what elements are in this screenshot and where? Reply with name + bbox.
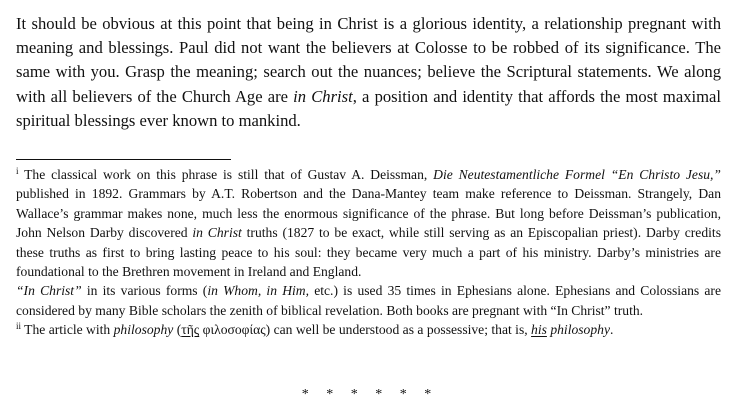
footnote-2-text-a: in its various forms (: [81, 283, 208, 299]
footnote-ii-end: .: [610, 322, 614, 338]
footnote-i: [16, 165, 721, 281]
footnote-ii-italic-philosophy: philosophy: [113, 322, 174, 338]
footnote-i-text-b: published in 1892. Grammars by A.T. Robertson and the Dana-Mantey team make reference to Deissman. Strangely, Dan Wallace’s grammar makes none, much less the enormous significance of the phrase. But long before Deissman’s publication, John Nelson Darby discovered: [16, 186, 721, 241]
main-text-end: , a position and identity that affords the most maximal spiritual blessings ever known to mankind.: [16, 86, 721, 130]
footnote-ii-text-a: The article with: [21, 322, 114, 338]
footnote-ii-text-c: ) can well be understood as a possessive; that is,: [265, 322, 532, 338]
footnote-2-italic-in-christ: “In Christ”: [16, 283, 82, 299]
footnote-i-text-a: The classical work on this phrase is still that of Gustav A. Deissman,: [18, 167, 434, 182]
footnote-separator: [16, 159, 231, 160]
footnote-paragraph-2: [16, 281, 721, 320]
footnote-ii-greek-word: φιλοσοφίας: [199, 322, 266, 338]
footnote-i-italic-in-christ: in Christ: [192, 225, 242, 241]
footnote-i-book-title: Die Neutestamentliche Formel “En Christo Jesu,”: [433, 167, 721, 182]
footnote-ii-his: his: [531, 322, 547, 338]
footnote-i-text-c: truths (1827 to be exact, while still serving as an Episcopalian priest). Darby credits these truths as first to bring lasting peace to his soul: they became very much a part of his ministry. Darby’s ministries are foundational to the Brethren movement in Ireland and England.: [16, 225, 721, 280]
footnote-2-italic-forms: in Whom, in Him,: [207, 283, 310, 299]
section-divider-stars: * * * * * *: [301, 387, 439, 402]
footnote-ii-philosophy: philosophy: [550, 322, 610, 338]
footnote-2-text-b: etc.) is used 35 times in Ephesians alone. Ephesians and Colossians are considered by many Bible scholars the zenith of biblical revelation. Both books are pregnant with “In Christ” truth.: [16, 283, 721, 318]
footnote-ii-text-b: (: [173, 322, 182, 338]
footnote-marker-i: i: [16, 166, 19, 176]
footnote-ii: [16, 320, 721, 339]
main-italic-in-christ: in Christ: [293, 86, 353, 106]
footnotes: [16, 165, 721, 340]
footnote-ii-greek-article: τῆς: [181, 322, 200, 338]
main-text: It should be obvious at this point that being in Christ is a glorious identity, a relationship pregnant with meaning and blessings. Paul did not want the believers at Colosse to be robbed of its significance. The same with you. Grasp the meaning; search out the nuances; believe the Scriptural statements. We along with all believers of the Church Age are: [16, 14, 721, 106]
footnote-marker-ii: ii: [16, 321, 22, 332]
main-paragraph: [16, 12, 721, 133]
